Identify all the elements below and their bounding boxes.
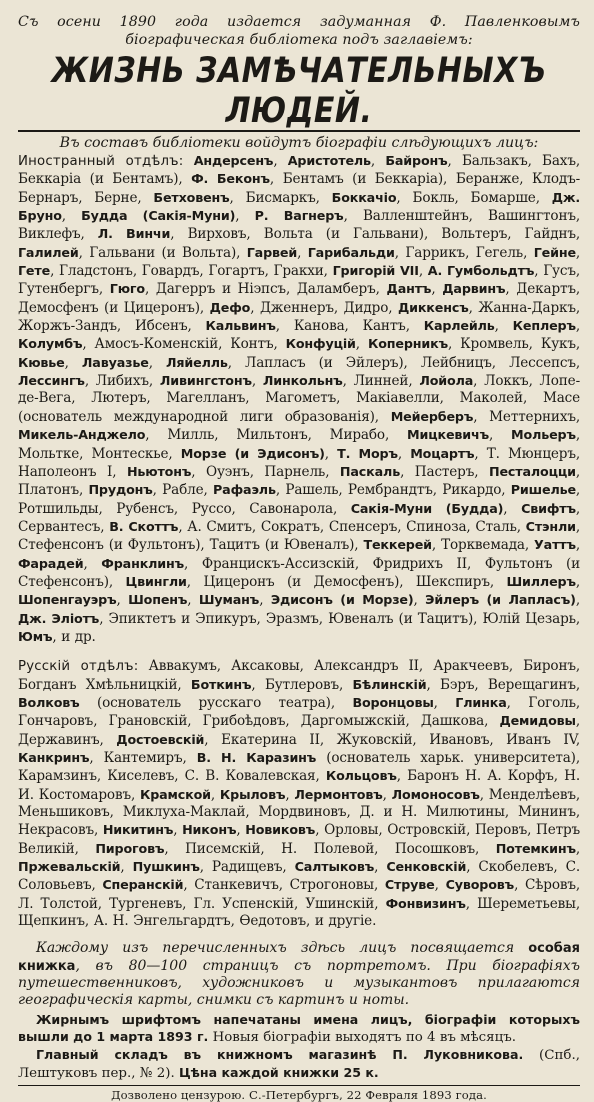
russian-name-item: Жуковскій xyxy=(336,731,413,748)
foreign-name-item: Кукъ xyxy=(540,336,576,353)
russian-name-item: Щепкинъ xyxy=(18,913,85,930)
foreign-name-item: Дантъ xyxy=(386,281,432,297)
foreign-name-item: Рабле xyxy=(162,482,204,499)
foreign-name-item: Колумбъ xyxy=(18,336,83,352)
store-address: (Спб., Лештуковъ пер., № 2). xyxy=(18,1047,580,1081)
lead-text: Въ составъ библіотеки войдутъ біографіи слѣдующихъ лицъ: xyxy=(59,135,539,151)
foreign-name-item: Фультонъ (и Стефенсонъ) xyxy=(18,555,581,590)
russian-name-item: Ломоносовъ xyxy=(391,786,480,802)
foreign-name-item: Маколей xyxy=(459,390,523,407)
foreign-name-item: Кантъ xyxy=(362,318,406,335)
foreign-name-item: Канова xyxy=(293,318,345,335)
foreign-name-item: Локкъ xyxy=(484,373,529,390)
note-text-2: , въ 80—100 страницъ съ портретомъ. При біографіяхъ путешественниковъ, художниковъ и музыкантовъ прилагаются географическія карты, снимки съ картинъ и ноты. xyxy=(18,957,580,1009)
intro-text: Съ осени 1890 года издается задуманная Ф. Павленковымъ біографическая библіотека подъ заглавіемъ: xyxy=(18,14,580,48)
foreign-name-item: Декартъ xyxy=(516,281,576,298)
foreign-name-item: Дж. Элiотъ xyxy=(18,610,100,626)
foreign-name-item: Гайднъ xyxy=(524,226,576,243)
foreign-name-item: Гете xyxy=(18,263,51,279)
foreign-name-item: Савонарола xyxy=(249,500,333,517)
foreign-name-item: Гальвани (и Вольта) xyxy=(89,244,237,261)
foreign-name-item: Торквемада xyxy=(441,537,525,554)
foreign-name-item: Мильтонъ xyxy=(236,427,308,444)
foreign-name-item: Боккачіо xyxy=(331,189,397,205)
russian-name-item: А. Н. Энгельгардтъ xyxy=(93,913,231,930)
foreign-name-item: Ибсенъ xyxy=(134,318,188,335)
foreign-name-item: Сталь xyxy=(475,518,517,535)
foreign-name-item: Даламберъ xyxy=(296,281,376,298)
foreign-name-item: Дж. Бруно xyxy=(18,189,581,224)
russian-name-item: Пироговъ xyxy=(95,840,165,856)
foreign-name-item: Шекспиръ xyxy=(415,573,490,590)
russian-name-item: Менделѣевъ xyxy=(488,786,576,803)
russian-name-item: Островскій xyxy=(387,822,467,839)
foreign-name-item: и др. xyxy=(61,628,96,645)
foreign-name-item: Рафаэль xyxy=(213,482,276,498)
foreign-name-item: Масе (основатель международной лиги образованія) xyxy=(18,390,581,425)
russian-name-item: и другіе. xyxy=(314,913,377,930)
russian-name-item: Канкринъ xyxy=(18,750,90,765)
russian-name-item: Верещагинъ xyxy=(487,676,576,693)
russian-name-item: Пржевальскій xyxy=(18,859,121,875)
russian-name-item: Н. Полевой xyxy=(281,840,375,857)
russian-name-item: Гл. Успенскій xyxy=(193,895,294,912)
foreign-name-item: Жоржъ-Зандъ xyxy=(18,318,117,335)
foreign-name-item: Линкольнъ xyxy=(262,373,343,389)
foreign-name-item: Линней xyxy=(353,373,409,390)
foreign-name-item: Дефо xyxy=(209,299,251,315)
price-text: Цѣна каждой книжки 25 к. xyxy=(178,1064,379,1080)
russian-name-item: Д. и Н. Милютины xyxy=(359,804,505,821)
foreign-name-item: Жанна-Даркъ xyxy=(478,299,576,316)
foreign-name-item: Парнель xyxy=(264,463,326,480)
foreign-name-item: Гутенбергъ xyxy=(18,281,99,298)
foreign-name-item: Пастеръ xyxy=(414,463,475,480)
foreign-name-item: Лойола xyxy=(419,373,474,389)
russian-name-item: Л. Толстой xyxy=(18,895,98,912)
foreign-name-item: Ляйелль xyxy=(165,354,228,370)
foreign-name-item: Коперникъ xyxy=(367,336,448,352)
russian-name-item: Сперанскій xyxy=(102,877,184,893)
foreign-name-item: Мицкевичъ xyxy=(407,427,489,443)
foreign-section: Иностранный отдѣлъ: Андерсенъ, Аристотель, Байронъ, Бальзакъ, Бахъ, Беккаріа (и Бентамъ), Ф. Беконъ, Бентамъ (и Беккаріа), Беранже, Клодъ-Бернаръ, Берне, Бетховенъ, Бисмаркъ, Боккачіо, Бокль, Бомарше, Дж. Бруно, Будда (Сакія-Муни), Р. Вагнеръ, Валленштейнъ, Вашингтонъ, Виклефъ, Л. Винчи, Вирховъ, Вольта (и Гальвани), Вольтеръ, Гайднъ, Галилей, Гальвани (и Вольта), Гарвей, Гарибальди, Гаррикъ, Гегель, Гейне, Гете, Гладстонъ, Говардъ, Гогартъ, Гракхи, Григорій VII, А. Гумбольдтъ, Гусъ, Гутенбергъ, Гюго, Дагерръ и Ніэпсъ, Даламберъ, Дантъ, Дарвинъ, Декартъ, Демосфенъ (и Цицеронъ), Дефо, Дженнеръ, Дидро, Диккенсъ, Жанна-Даркъ, Жоржъ-Зандъ, Ибсенъ, Кальвинъ, Канова, Кантъ, Карлейль, Кеплеръ, Колумбъ, Амосъ-Коменскій, Контъ, Конфуцій, Коперникъ, Кромвель, Кукъ, Кювье, Лавуазье, Ляйелль, Лапласъ (и Эйлеръ), Лейбницъ, Лессепсъ, Лессингъ, Либихъ, Ливингстонъ, Линкольнъ, Линней, Лойола, Локкъ, Лопе-де-Вега, Лютеръ, Магелланъ, Магометъ, Макіавелли, Маколей, Масе (основатель международной лиги образованія), Мейерберъ, Меттернихъ, Микель-Анджело, Милль, Мильтонъ, Мирабо, Мицкевичъ, Мольеръ, Мольтке, Монтескье, Морзе (и Эдисонъ), Т. Моръ, Моцартъ, Т. Мюнцеръ, Наполеонъ I, Ньютонъ, Оуэнъ, Парнель, Паскаль, Пастеръ, Песталоцци, Платонъ, Прудонъ, Рабле, Рафаэль, Рашель, Рембрандтъ, Рикардо, Ришелье, Ротшильды, Рубенсъ, Руссо, Савонарола, Сакія-Муни (Будда), Свифтъ, Сервантесъ, В. Скоттъ, А. Смитъ, Сократъ, Спенсеръ, Спиноза, Сталь, Стэнли, Стефенсонъ (и Фультонъ), Тацитъ (и Ювеналъ), Теккерей, Торквемада, Уаттъ, Фарадей, Франклинъ, Францискъ-Ассизскій, Фридрихъ II, Фультонъ (и Стефенсонъ), Цвингли, Цицеронъ (и Демосфенъ), Шекспиръ, Шиллеръ, Шопенгауэръ, Шопенъ, Шуманъ, Эдисонъ (и Морзе), Эйлеръ (и Лапласъ), Дж. Элiотъ, Эпиктетъ и Эпикуръ, Эразмъ, Ювеналъ (и Тацитъ), Юлій Цезарь, Юмъ, и др. xyxy=(18,153,581,645)
foreign-name-item: Прудонъ xyxy=(88,482,153,498)
foreign-name-item: Спенсеръ xyxy=(328,518,398,535)
foreign-name-item: Лейбницъ xyxy=(420,354,492,371)
bold-names-note xyxy=(18,1011,580,1046)
foreign-name-item: Юмъ xyxy=(18,628,53,644)
foreign-name-item: Мирабо xyxy=(329,427,385,444)
russian-name-item: Шереметьевы xyxy=(477,895,576,912)
foreign-heading: Иностранный отдѣлъ: xyxy=(18,154,184,169)
foreign-name-item: Гладстонъ xyxy=(59,263,133,280)
foreign-name-item: Сократъ xyxy=(260,518,320,535)
foreign-name-item: Валленштейнъ xyxy=(362,208,469,225)
foreign-name-item: Гракхи xyxy=(273,263,324,280)
foreign-name-item: Гейне xyxy=(533,244,576,260)
russian-name-item: Некрасовъ xyxy=(18,822,94,839)
foreign-name-item: Лютеръ xyxy=(91,390,147,407)
russian-name-item: Станкевичъ xyxy=(194,877,279,894)
russian-heading: Русскій отдѣлъ: xyxy=(18,659,139,675)
russian-name-item: Гоголь xyxy=(528,694,576,711)
foreign-name-item: Ливингстонъ xyxy=(159,373,252,389)
foreign-name-item: Виклефъ xyxy=(18,226,81,243)
foreign-name-item: Либихъ xyxy=(95,373,149,390)
foreign-name-item: Л. Винчи xyxy=(97,226,171,242)
russian-name-item: Посошковъ xyxy=(394,840,475,857)
note-text-1: Каждому изъ перечисленныхъ здѣсь лицъ посвящается xyxy=(36,940,515,957)
foreign-name-item: Лапласъ (и Эйлеръ) xyxy=(245,354,404,371)
foreign-name-item: Рашель xyxy=(285,482,339,499)
foreign-name-item: Мейерберъ xyxy=(390,408,474,424)
foreign-name-item: Микель-Анджело xyxy=(18,427,146,443)
foreign-name-item: Бисмаркъ xyxy=(245,189,316,206)
foreign-name-item: Беранже xyxy=(455,171,520,188)
russian-name-item: Перовъ xyxy=(474,822,528,839)
russian-name-item: Гончаровъ xyxy=(18,713,94,730)
russian-name-item: Новиковъ xyxy=(245,822,316,838)
foreign-name-item: Вирховъ xyxy=(187,226,247,243)
russian-name-item: Сѣровъ xyxy=(524,877,576,894)
russian-name-item: Мордвиновъ xyxy=(258,804,347,821)
russian-name-item: С. В. Ковалевская xyxy=(184,768,316,785)
foreign-name-item: Эпиктетъ и Эпикуръ xyxy=(108,610,257,627)
foreign-name-item: Фарадей xyxy=(18,555,84,571)
russian-section: Русскій отдѣлъ: Аввакумъ, Аксаковы, Александръ II, Аракчеевъ, Биронъ, Богданъ Хмѣльницкій, Боткинъ, Бутлеровъ, Бѣлинскій, Бэръ, Верещагинъ, Волковъ (основатель русскаго театра), Воронцовы, Глинка, Гоголь, Гончаровъ, Грановскій, Грибоѣдовъ, Даргомыжскій, Дашкова, Демидовы, Державинъ, Достоевскій, Екатерина II, Жуковскій, Ивановъ, Иванъ IV, Канкринъ, Кантемиръ, В. Н. Каразинъ (основатель харьк. университета), Карамзинъ, Киселевъ, С. В. Ковалевская, Кольцовъ, Баронъ Н. А. Корфъ, Н. И. Костомаровъ, Крамской, Крыловъ, Лермонтовъ, Ломоносовъ, Менделѣевъ, Меньшиковъ, Миклуха-Маклай, Мордвиновъ, Д. и Н. Милютины, Мининъ, Некрасовъ, Никитинъ, Никонъ, Новиковъ, Орловы, Островскій, Перовъ, Петръ Великій, Пироговъ, Писемскій, Н. Полевой, Посошковъ, Потемкинъ, Пржевальскій, Пушкинъ, Радищевъ, Салтыковъ, Сенковскій, Скобелевъ, С. Соловьевъ, Сперанскій, Станкевичъ, Строгоновы, Струве, Суворовъ, Сѣровъ, Л. Толстой, Тургеневъ, Гл. Успенскій, Ушинскій, Фонвизинъ, Шереметьевы, Щепкинъ, А. Н. Энгельгардтъ, Ѳедотовъ, и другіе. xyxy=(18,658,581,930)
russian-name-item: Лермонтовъ xyxy=(294,786,383,802)
foreign-name-item: Андерсенъ xyxy=(193,153,274,168)
foreign-name-item: Цвингли xyxy=(125,573,187,589)
russian-name-item: Ушинскій xyxy=(305,895,375,912)
russian-name-item: Бутлеровъ xyxy=(264,676,339,693)
russian-name-item: Александръ II xyxy=(313,658,419,675)
russian-name-item: Бѣлинскій xyxy=(352,676,427,692)
russian-name-item: Ивановъ xyxy=(429,731,490,748)
foreign-name-item: Спиноза xyxy=(406,518,467,535)
foreign-name-item: Францискъ-Ассизскій xyxy=(201,555,355,572)
foreign-name-item: Карлейль xyxy=(423,318,495,334)
foreign-name-item: Мольеръ xyxy=(511,427,576,443)
foreign-name-item: Морзе (и Эдисонъ) xyxy=(180,445,325,461)
foreign-name-item: Эразмъ xyxy=(265,610,319,627)
russian-name-item: Грибоѣдовъ xyxy=(202,713,286,730)
foreign-name-item: Магометъ xyxy=(265,390,337,407)
russian-name-item: Карамзинъ xyxy=(18,768,97,785)
foreign-name-item: Галилей xyxy=(18,244,79,260)
russian-name-item: Строгоновы xyxy=(289,877,374,894)
foreign-name-item: Стэнли xyxy=(525,518,576,534)
foreign-name-item: Гарвей xyxy=(246,244,298,260)
foreign-name-item: Лопе-де-Вега xyxy=(18,373,581,407)
foreign-name-item: Стефенсонъ (и Фультонъ) xyxy=(18,537,201,554)
foreign-name-item: Кеплеръ xyxy=(512,318,576,334)
foreign-name-item: Кювье xyxy=(18,354,65,370)
foreign-name-item: Макіавелли xyxy=(356,390,440,407)
foreign-name-item: Уаттъ xyxy=(534,537,576,553)
russian-name-item: Боткинъ xyxy=(190,676,252,692)
russian-name-item: Суворовъ xyxy=(445,877,515,893)
foreign-name-item: Гаррикъ xyxy=(405,244,466,261)
russian-name-item: Сенковскій xyxy=(386,859,467,875)
foreign-name-item: Ротшильды xyxy=(18,500,99,517)
foreign-name-item: Бомарше xyxy=(470,189,536,206)
foreign-name-item: Шуманъ xyxy=(198,592,260,608)
foreign-name-item: Клодъ-Бернаръ xyxy=(18,171,581,206)
store-paragraph xyxy=(18,1046,580,1082)
russian-name-item: Фонвизинъ xyxy=(385,895,466,911)
foreign-name-item: Конфуцій xyxy=(285,336,356,352)
foreign-name-item: Ювеналъ (и Тацитъ) xyxy=(328,610,474,627)
russian-name-item: Мининъ xyxy=(517,804,576,821)
russian-name-item: Аксаковы xyxy=(231,658,300,675)
foreign-name-item: Паскаль xyxy=(339,463,401,479)
foreign-name-item: Эдисонъ (и Морзе) xyxy=(270,592,414,608)
foreign-name-item: Цицеронъ (и Демосфенъ) xyxy=(203,573,400,590)
foreign-name-item: Мольтке xyxy=(18,445,80,462)
foreign-name-item: Диккенсъ xyxy=(397,299,469,315)
russian-name-item: Аракчеевъ xyxy=(433,658,509,675)
foreign-name-item: Лессингъ xyxy=(18,373,85,389)
russian-name-item: Воронцовы xyxy=(352,694,434,710)
foreign-name-item: А. Гумбольдтъ xyxy=(427,263,535,279)
russian-name-item: Глинка xyxy=(455,694,507,710)
foreign-name-item: Вашингтонъ xyxy=(487,208,576,225)
foreign-name-item: Гарибальди xyxy=(307,244,395,260)
foreign-name-item: Дидро xyxy=(343,299,389,316)
foreign-name-item: Бетховенъ xyxy=(153,189,230,205)
foreign-name-item: Юлій Цезарь xyxy=(482,610,576,627)
foreign-name-item: Гегель xyxy=(475,244,524,261)
foreign-name-item: Сервантесъ xyxy=(18,518,101,535)
foreign-name-item: Шиллеръ xyxy=(506,573,576,589)
foreign-name-item: Ньютонъ xyxy=(126,463,192,479)
foreign-name-item: Говардъ xyxy=(141,263,200,280)
russian-name-item: Богданъ Хмѣльницкій xyxy=(18,676,178,693)
foreign-name-item: Байронъ xyxy=(385,153,448,168)
foreign-name-item: Дженнеръ xyxy=(259,299,334,316)
russian-name-item: Н. И. Костомаровъ xyxy=(18,768,580,803)
foreign-name-item: Т. Моръ xyxy=(337,445,398,461)
foreign-name-item: Вольта (и Гальвани) xyxy=(263,226,424,243)
foreign-name-item: Демосфенъ (и Цицеронъ) xyxy=(18,299,200,316)
foreign-name-item: Шопенъ xyxy=(128,592,188,608)
foreign-name-item: Лессепсъ xyxy=(509,354,576,371)
foreign-name-item: Монтескье xyxy=(91,445,169,462)
russian-name-item: (основатель русскаго театра) xyxy=(96,694,331,711)
foreign-name-item: В. Скоттъ xyxy=(109,518,179,534)
foreign-name-item: Контъ xyxy=(230,336,274,353)
foreign-name-item: Оуэнъ xyxy=(205,463,250,480)
foreign-name-item: Руссо xyxy=(191,500,232,517)
foreign-name-item: Тацитъ (и Ювеналъ) xyxy=(209,537,355,554)
russian-name-item: Киселевъ xyxy=(107,768,175,785)
section-gap xyxy=(18,646,580,658)
note-bold: особая книжка xyxy=(18,941,580,974)
foreign-name-item: Т. Мюнцеръ xyxy=(486,445,576,462)
foreign-name-item: Гюго xyxy=(109,281,145,297)
foreign-name-item: Ришелье xyxy=(510,482,576,498)
foreign-name-item: Бентамъ (и Беккаріа) xyxy=(282,171,444,188)
foreign-name-item: Фридрихъ II xyxy=(372,555,468,572)
foreign-name-item: Ф. Беконъ xyxy=(191,171,270,187)
russian-name-item: Волковъ xyxy=(18,694,80,710)
russian-name-item: Пушкинъ xyxy=(132,859,200,875)
foreign-name-item: Моцартъ xyxy=(410,445,475,461)
foreign-name-item: Дарвинъ xyxy=(442,281,506,297)
bold-note-text-2: Новыя біографіи выходятъ по 4 въ мѣсяцъ. xyxy=(208,1029,516,1045)
russian-name-item: В. Н. Каразинъ xyxy=(196,750,317,765)
russian-name-item: Никитинъ xyxy=(102,822,174,838)
russian-name-item: Дашкова xyxy=(420,713,485,730)
russian-name-item: Скобелевъ xyxy=(478,859,554,876)
foreign-name-item: Кромвель xyxy=(460,336,529,353)
russian-name-item: Струве xyxy=(384,877,435,893)
foreign-name-item: Гогартъ xyxy=(208,263,265,280)
foreign-name-item: Франклинъ xyxy=(101,555,185,571)
russian-name-item: Никонъ xyxy=(182,822,237,838)
russian-name-item: Писемскій xyxy=(185,840,261,857)
russian-name-item: Баронъ Н. А. Корфъ xyxy=(407,768,554,785)
foreign-name-item: Шопенгауэръ xyxy=(18,592,117,608)
russian-name-item: Достоевскій xyxy=(116,731,205,747)
foreign-name-item: Р. Вагнеръ xyxy=(254,208,344,224)
foreign-name-item: Дагерръ и Ніэпсъ xyxy=(155,281,286,298)
censor-line: Дозволено цензурою. С.-Петербургъ, 22 Февраля 1893 года. xyxy=(18,1085,580,1102)
foreign-name-item: Теккерей xyxy=(363,537,432,553)
foreign-name-item: Наполеонъ I xyxy=(18,463,113,480)
russian-name-item: Радищевъ xyxy=(211,859,283,876)
russian-name-item: Кольцовъ xyxy=(325,768,397,784)
russian-name-item: Иванъ IV xyxy=(506,731,576,748)
russian-name-item: Петръ Великій xyxy=(18,822,581,857)
russian-name-item: Крамской xyxy=(139,786,211,802)
foreign-name-item: Рубенсъ xyxy=(116,500,174,517)
foreign-name-item: Берне xyxy=(94,189,138,206)
foreign-name-item: Кальвинъ xyxy=(205,318,276,334)
russian-name-item: Державинъ xyxy=(18,731,100,748)
foreign-name-item: Будда (Сакія-Муни) xyxy=(81,208,236,224)
russian-name-item: Потемкинъ xyxy=(495,840,576,856)
russian-name-item: Кантемиръ xyxy=(103,750,183,766)
russian-name-item: Крыловъ xyxy=(219,786,286,802)
note-paragraph xyxy=(18,940,580,1009)
russian-name-item: Ѳедотовъ xyxy=(239,913,306,930)
foreign-name-item: Вольтеръ xyxy=(441,226,508,243)
foreign-name-item: Бальзакъ xyxy=(461,153,528,169)
store-name: Главный складъ въ книжномъ магазинѣ П. Луковникова. xyxy=(36,1046,524,1062)
russian-name-item: Орловы xyxy=(324,822,379,839)
russian-name-item: Меньшиковъ xyxy=(18,804,110,821)
russian-name-item: Екатерина II xyxy=(221,731,320,748)
russian-name-item: Бэръ xyxy=(440,676,475,693)
bold-note-text-1: Жирнымъ шрифтомъ напечатаны имена лицъ, біографіи которыхъ вышли до 1 марта 1893 г. xyxy=(18,1011,580,1044)
foreign-name-item: Бокль xyxy=(412,189,455,206)
russian-name-item: Миклуха-Маклай xyxy=(122,804,246,821)
foreign-name-item: Григорій VII xyxy=(332,263,419,279)
foreign-name-item: Аристотель xyxy=(287,153,371,168)
foreign-name-item: Милль xyxy=(167,427,215,444)
russian-name-item: С. Соловьевъ xyxy=(18,859,580,894)
foreign-name-item: Гусъ xyxy=(543,263,576,280)
russian-name-item: Биронъ xyxy=(523,658,576,675)
page-title: ЖИЗНЬ ЗАМѢЧАТЕЛЬНЫХЪ ЛЮДЕЙ. xyxy=(51,50,547,132)
foreign-name-item: Рембрандтъ xyxy=(347,482,433,499)
foreign-name-item: Свифтъ xyxy=(521,500,576,516)
foreign-name-item: Беккаріа (и Бентамъ) xyxy=(18,171,179,188)
foreign-name-item: А. Смитъ xyxy=(187,518,252,535)
foreign-name-item: Песталоцци xyxy=(488,463,576,479)
russian-name-item: Тургеневъ xyxy=(109,895,183,912)
foreign-name-item: Рикардо xyxy=(442,482,502,499)
russian-name-item: Демидовы xyxy=(499,713,576,729)
russian-name-item: (основатель харьк. университета) xyxy=(326,750,576,766)
russian-name-item: Грановскій xyxy=(108,713,188,730)
foreign-name-item: Сакія-Муни (Будда) xyxy=(350,500,504,516)
foreign-name-item: Амосъ-Коменскій xyxy=(94,336,219,353)
foreign-name-item: Лавуазье xyxy=(81,354,149,370)
foreign-name-item: Эйлеръ (и Лапласъ) xyxy=(425,592,576,608)
russian-name-item: Аввакумъ xyxy=(148,658,217,675)
foreign-name-item: Бахъ xyxy=(542,153,576,169)
russian-name-item: Салтыковъ xyxy=(294,859,375,875)
foreign-name-item: Меттернихъ xyxy=(489,408,576,425)
russian-name-item: Даргомыжскій xyxy=(300,713,406,730)
foreign-name-item: Платонъ xyxy=(18,482,79,499)
foreign-name-item: Магелланъ xyxy=(166,390,246,407)
